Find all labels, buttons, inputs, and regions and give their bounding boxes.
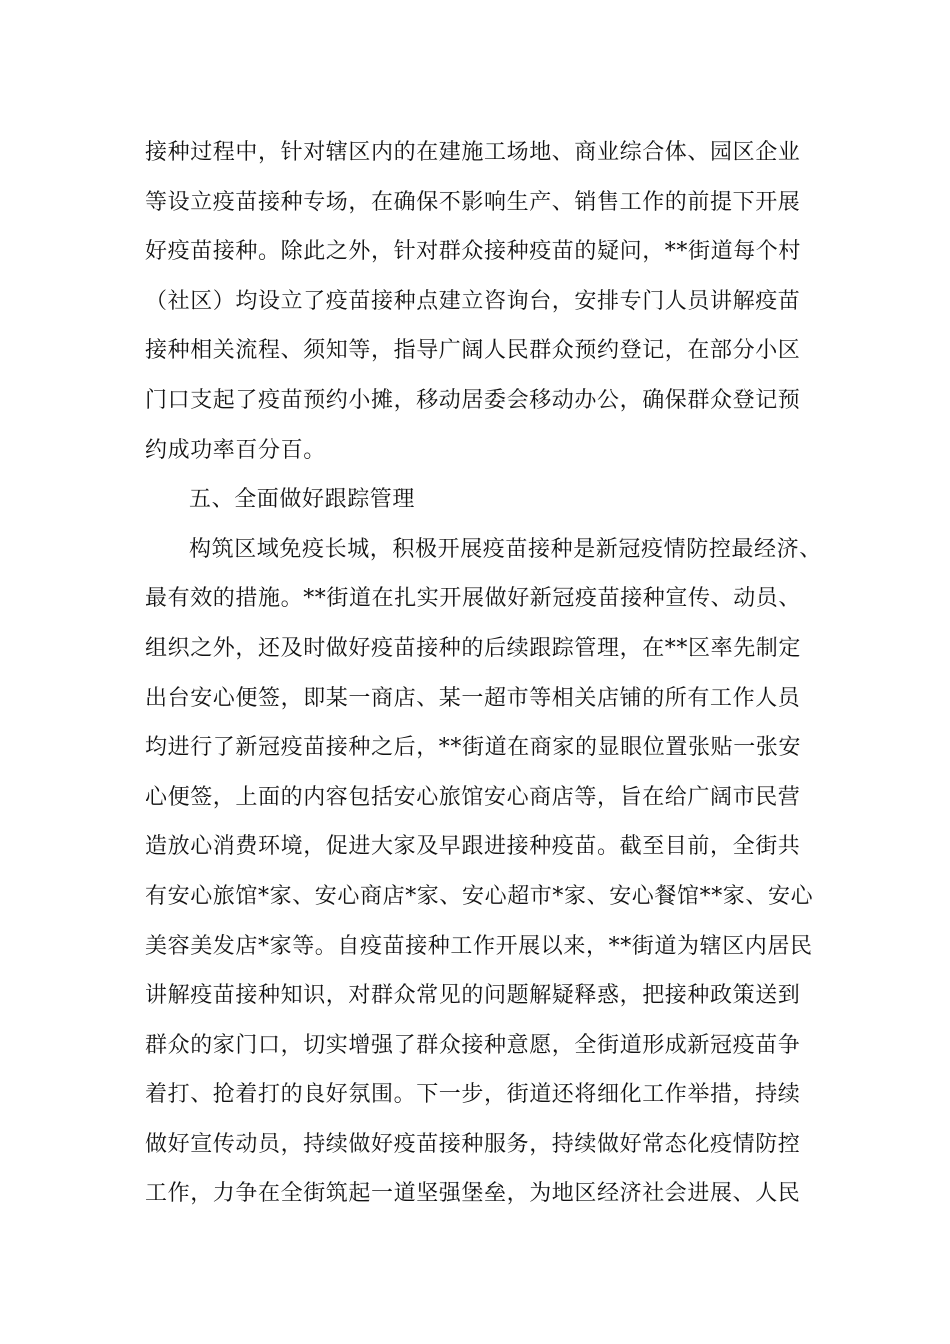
text-line: 最有效的措施。**街道在扎实开展做好新冠疫苗接种宣传、动员、 — [145, 586, 802, 612]
body-text — [145, 128, 825, 1219]
text-line: 造放心消费环境，促进大家及早跟进接种疫苗。截至目前，全街共 — [145, 834, 801, 860]
text-line: 好疫苗接种。除此之外，针对群众接种疫苗的疑问，**街道每个村 — [145, 239, 802, 265]
text-line: 讲解疫苗接种知识，对群众常见的问题解疑释惑，把接种政策送到 — [145, 983, 801, 1009]
text-line: 着打、抢着打的良好氛围。下一步，街道还将细化工作举措，持续 — [145, 1082, 801, 1108]
text-line: 有安心旅馆*家、安心商店*家、安心超市*家、安心餐馆**家、安心 — [145, 883, 814, 909]
text-line: 约成功率百分百。 — [145, 437, 326, 463]
text-line: 接种相关流程、须知等，指导广阔人民群众预约登记，在部分小区 — [145, 338, 801, 364]
text-line: 组织之外，还及时做好疫苗接种的后续跟踪管理，在**区率先制定 — [145, 635, 802, 661]
text-line: 均进行了新冠疫苗接种之后，**街道在商家的显眼位置张贴一张安 — [145, 735, 802, 761]
text-line: 接种过程中，针对辖区内的在建施工场地、商业综合体、园区企业 — [145, 140, 801, 165]
text-line: 工作，力争在全街筑起一道坚强堡垒，为地区经济社会进展、人民 — [145, 1181, 801, 1207]
text-line: 群众的家门口，切实增强了群众接种意愿，全街道形成新冠疫苗争 — [145, 1032, 801, 1058]
section-heading: 五、全面做好跟踪管理 — [189, 487, 416, 513]
text-line: （社区）均设立了疫苗接种点建立咨询台，安排专门人员讲解疫苗 — [145, 288, 801, 314]
text-line: 美容美发店*家等。自疫苗接种工作开展以来，**街道为辖区内居民 — [145, 933, 813, 959]
text-line: 门口支起了疫苗预约小摊，移动居委会移动办公，确保群众登记预 — [145, 387, 801, 413]
text-line: 做好宣传动员，持续做好疫苗接种服务，持续做好常态化疫情防控 — [145, 1131, 801, 1157]
paragraph-start-line: 构筑区域免疫长城，积极开展疫苗接种是新冠疫情防控最经济、 — [189, 536, 822, 562]
text-line: 出台安心便签，即某一商店、某一超市等相关店铺的所有工作人员 — [145, 685, 801, 711]
text-line: 等设立疫苗接种专场，在确保不影响生产、销售工作的前提下开展 — [145, 189, 801, 215]
text-line: 心便签，上面的内容包括安心旅馆安心商店等，旨在给广阔市民营 — [145, 784, 801, 810]
